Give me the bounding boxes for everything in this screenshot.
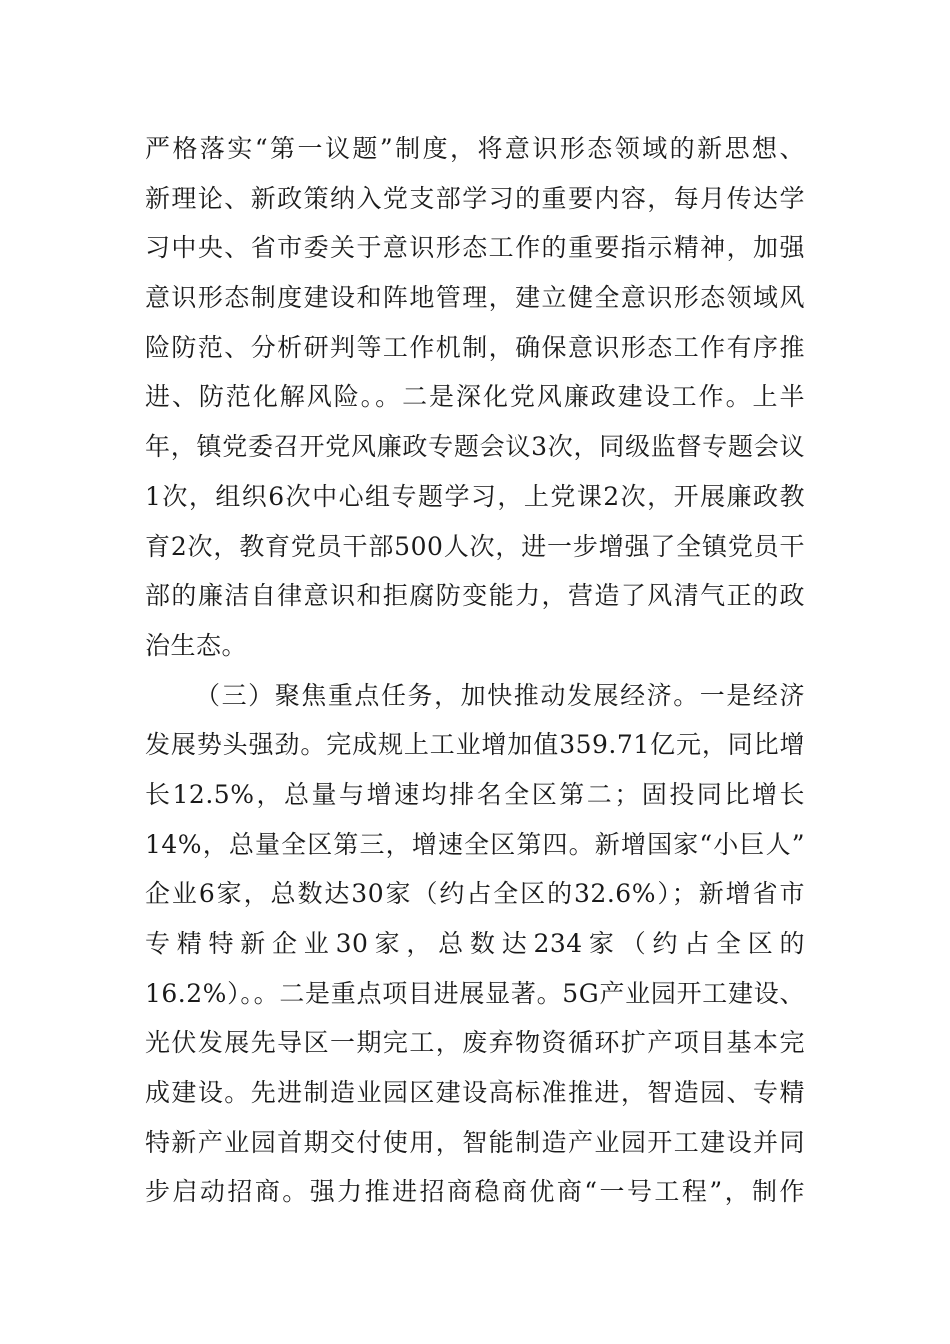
text-line: 意识形态制度建设和阵地管理，建立健全意识形态领域风 bbox=[145, 283, 805, 313]
text-line: 部的廉洁自律意识和拒腐防变能力，营造了风清气正的政 bbox=[145, 581, 805, 611]
text-line: 治生态。 bbox=[145, 630, 248, 660]
text-line: 险防范、分析研判等工作机制，确保意识形态工作有序推 bbox=[145, 332, 805, 362]
text-line: 进、防范化解风险。。二是深化党风廉政建设工作。上半 bbox=[145, 382, 805, 412]
text-line: 严格落实“第一议题”制度，将意识形态领域的新思想、 bbox=[145, 134, 805, 163]
text-line: 成建设。先进制造业园区建设高标准推进，智造园、专精 bbox=[145, 1078, 805, 1108]
text-line: 专精特新企业30家，总数达234家（约占全区的 bbox=[145, 929, 805, 958]
text-line: 发展势头强劲。完成规上工业增加值359.71亿元，同比增 bbox=[145, 730, 805, 760]
text-line: 1次，组织6次中心组专题学习，上党课2次，开展廉政教 bbox=[145, 481, 805, 511]
text-line: 14%，总量全区第三，增速全区第四。新增国家“小巨人” bbox=[145, 829, 805, 859]
text-line: 长12.5%，总量与增速均排名全区第二；固投同比增长 bbox=[145, 779, 805, 809]
text-line: 企业6家，总数达30家（约占全区的32.6%）；新增省市 bbox=[145, 879, 805, 909]
text-line: 光伏发展先导区一期完工，废弃物资循环扩产项目基本完 bbox=[145, 1028, 805, 1058]
text-line: 16.2%）。。二是重点项目进展显著。5G产业园开工建设、 bbox=[145, 978, 805, 1008]
section-heading-line: （三）聚焦重点任务，加快推动发展经济。一是经济 bbox=[195, 680, 805, 710]
text-line: 新理论、新政策纳入党支部学习的重要内容，每月传达学 bbox=[145, 183, 805, 213]
text-line: 步启动招商。强力推进招商稳商优商“一号工程”，制作 bbox=[145, 1177, 805, 1207]
text-line: 育2次，教育党员干部500人次，进一步增强了全镇党员干 bbox=[145, 531, 805, 561]
text-line: 年，镇党委召开党风廉政专题会议3次，同级监督专题会议 bbox=[145, 432, 805, 462]
text-line: 特新产业园首期交付使用，智能制造产业园开工建设并同 bbox=[145, 1127, 805, 1157]
document-body bbox=[145, 124, 805, 1217]
text-line: 习中央、省市委关于意识形态工作的重要指示精神，加强 bbox=[145, 233, 805, 263]
